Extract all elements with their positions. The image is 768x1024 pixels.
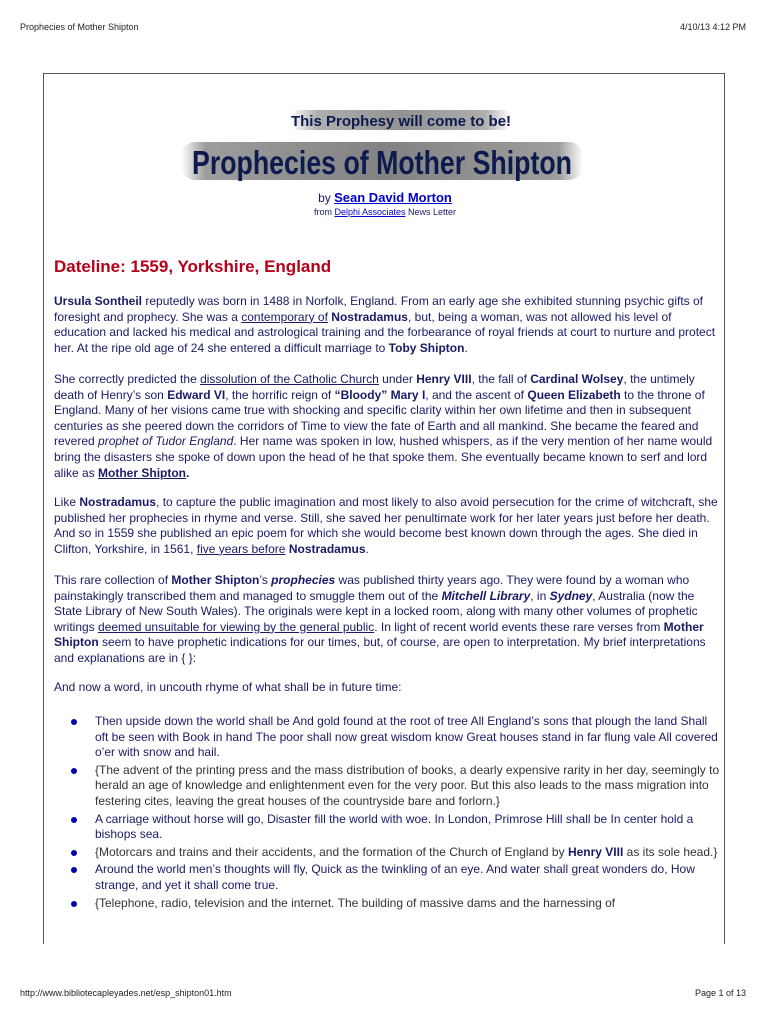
print-header-datetime: 4/10/13 4:12 PM <box>679 22 746 32</box>
text-run: And now a word, in uncouth rhyme of what shall be in future time: <box>54 680 402 694</box>
emphasis-text: Nostradamus <box>331 309 408 324</box>
emphasis-text <box>550 589 593 603</box>
print-footer <box>20 988 746 1002</box>
inline-link[interactable]: contemporary of <box>241 309 328 324</box>
bullet-icon <box>71 719 77 725</box>
print-header <box>20 22 746 36</box>
emphasis-text: . <box>186 465 190 480</box>
bullet-icon <box>71 901 77 907</box>
bullet-icon <box>71 867 77 873</box>
text-run: . Her name was spoken in low, hushed whispers, as if the very mention of her name would bring the disasters she spoke of down upon the head of he that spoke them. She eventually became known to serf and lord alike as <box>54 434 713 480</box>
banner-subtitle <box>291 107 511 133</box>
text-run: Sydney <box>549 588 593 603</box>
text-run: , the untimely death of Henry’s son <box>54 372 695 402</box>
inline-link[interactable]: deemed unsuitable for viewing by the general public <box>98 619 375 634</box>
source-suffix: News Letter <box>405 207 457 217</box>
prophecy-list-item <box>54 896 720 912</box>
text-run: . In light of recent world events these rare verses from <box>374 619 664 634</box>
byline-prefix: by <box>318 191 335 205</box>
source-link[interactable]: Delphi Associates <box>334 207 406 217</box>
text-run: {Motorcars and trains and their accidents, and the formation of the Church of England by <box>95 844 568 859</box>
inline-link[interactable]: five years before <box>196 541 286 556</box>
text-run: Like <box>54 495 80 509</box>
text-run: to the throne of England. Many of her visions came true with shocking and specific clarity within her own lifetime and then in subsequent centuries as she peered down the corridors of Time to view the fate of Earth and all mankind. She became the feared and revered <box>54 387 705 449</box>
text-run: A carriage without horse will go, Disaster fill the world with woe. In London, Primrose Hill shall be In center hold a bishops sea. <box>95 811 694 842</box>
bullet-icon <box>71 768 77 774</box>
prophecy-list <box>54 714 720 913</box>
text-run: ’s <box>259 573 272 587</box>
prophecy-list-item <box>54 862 720 893</box>
emphasis-text: Queen Elizabeth <box>527 387 621 402</box>
prophecy-list-item <box>54 845 720 861</box>
paragraph-4 <box>54 573 720 667</box>
text-run: reputedly was born in 1488 in Norfolk, England. From an early age she exhibited stunning psychic gifts of foresight and prophecy. She was a <box>54 294 703 324</box>
text-run: {The advent of the printing press and the mass distribution of books, a dearly expensive rarity in her day, seemingly to herald an age of knowledge and enlightenment even for the very poor. But this also leads to the mass migration into festering cites, leaving the great houses of the countryside bare and forlorn.} <box>95 762 720 808</box>
prophecy-list-item <box>54 714 720 761</box>
dateline-heading: Dateline: 1559, Yorkshire, England <box>54 257 332 276</box>
text-run: . <box>464 340 468 355</box>
emphasis-text: Nostradamus <box>288 541 366 556</box>
text-run: , but, being a woman, was not allowed his level of education and lacked his medical and astrological training and the forbearance of royal friends at court to nurture and protect her. At the ripe old age of 24 she entered a difficult marriage to <box>54 309 716 355</box>
text-run: . <box>365 541 369 556</box>
emphasis-text: Henry VIII <box>416 372 472 386</box>
paragraph-1 <box>54 294 720 356</box>
print-header-title: Prophecies of Mother Shipton <box>20 22 139 32</box>
text-run: Around the world men’s thoughts will fly, Quick as the twinkling of an eye. And water shall great wonders do, How strange, and yet it shall come true. <box>95 862 695 892</box>
emphasis-text: Toby Shipton <box>388 340 465 355</box>
text-run: Then upside down the world shall be And gold found at the root of tree All England’s sons that plough the land Shall oft be seen with Book in hand The poor shall now great wisdom know Great houses stand in far flung vale All covered o’er with snow and hail. <box>95 714 718 760</box>
text-run: Mitchell Library <box>441 588 531 603</box>
paragraph-2 <box>54 372 720 481</box>
text-run: prophet of Tudor England <box>98 434 234 449</box>
text-run: under <box>378 372 417 386</box>
banner-subtitle-text: This Prophesy will come to be! <box>290 113 512 130</box>
banner-title-graphic <box>181 134 583 186</box>
bullet-icon <box>71 850 77 856</box>
emphasis-text <box>442 589 531 603</box>
text-run: {Telephone, radio, television and the internet. The building of massive dams and the harnessing of <box>95 895 616 910</box>
paragraph-3 <box>54 495 720 557</box>
print-footer-url: http://www.bibliotecapleyades.net/esp_shipton01.htm <box>20 988 232 998</box>
text-run: prophecies <box>271 573 336 587</box>
emphasis-text: Mother Shipton <box>54 619 704 650</box>
text-run: , the fall of <box>471 372 531 386</box>
emphasis-text: Cardinal Wolsey <box>530 372 624 386</box>
emphasis-text: “Bloody” Mary I <box>334 387 426 402</box>
text-run: , Australia (now the State Library of New South Wales). The originals were kept in a locked room, along with many other volumes of prophetic writings <box>54 588 698 634</box>
prophecy-list-item <box>54 763 720 810</box>
article-frame <box>43 73 725 944</box>
inline-link[interactable]: dissolution of the Catholic Church <box>200 372 379 386</box>
source-prefix: from <box>313 207 335 217</box>
emphasis-text: Nostradamus <box>79 495 157 509</box>
emphasis-text: Mother Shipton <box>171 573 260 587</box>
source-line <box>54 207 716 217</box>
emphasis-text <box>271 573 335 587</box>
text-run: , and the ascent of <box>425 387 528 402</box>
text-run: , the horrific reign of <box>225 387 335 402</box>
text-run: was published thirty years ago. They were found by a woman who painstakingly transcribed them and managed to smuggle them out of the <box>54 573 690 603</box>
text-run: , in <box>530 588 550 603</box>
prophecy-list-item <box>54 812 720 843</box>
banner-title <box>181 134 583 186</box>
emphasis-text: Ursula Sontheil <box>54 294 143 308</box>
text-run: This rare collection of <box>54 573 172 587</box>
text-run: as its sole head.} <box>623 844 718 859</box>
text-run: , to capture the public imagination and most likely to also avoid persecution for the crime of witchcraft, she published her prophecies in rhyme and verse. Still, she saved her penultimate work for her later years just before her death. And so in 1559 she published an epic poem for which she would become best known down through the ages. She died in Clifton, Yorkshire, in 1561, <box>54 495 718 556</box>
inline-link[interactable]: Mother Shipton <box>98 465 187 480</box>
emphasis-text: Henry VIII <box>567 844 624 859</box>
text-run: seem to have prophetic indications for our times, but, of course, are open to interpretation. My brief interpretations and explanations are in { }: <box>54 635 706 665</box>
banner-title-text: Prophecies of Mother Shipton <box>192 144 572 181</box>
author-link[interactable]: Sean David Morton <box>334 190 452 205</box>
print-footer-page: Page 1 of 13 <box>694 988 746 998</box>
byline <box>54 190 716 205</box>
paragraph-5 <box>54 680 720 696</box>
bullet-icon <box>71 817 77 823</box>
emphasis-text: Edward VI <box>167 387 226 402</box>
text-run: She correctly predicted the <box>54 372 201 386</box>
banner-subtitle-graphic <box>291 107 511 133</box>
